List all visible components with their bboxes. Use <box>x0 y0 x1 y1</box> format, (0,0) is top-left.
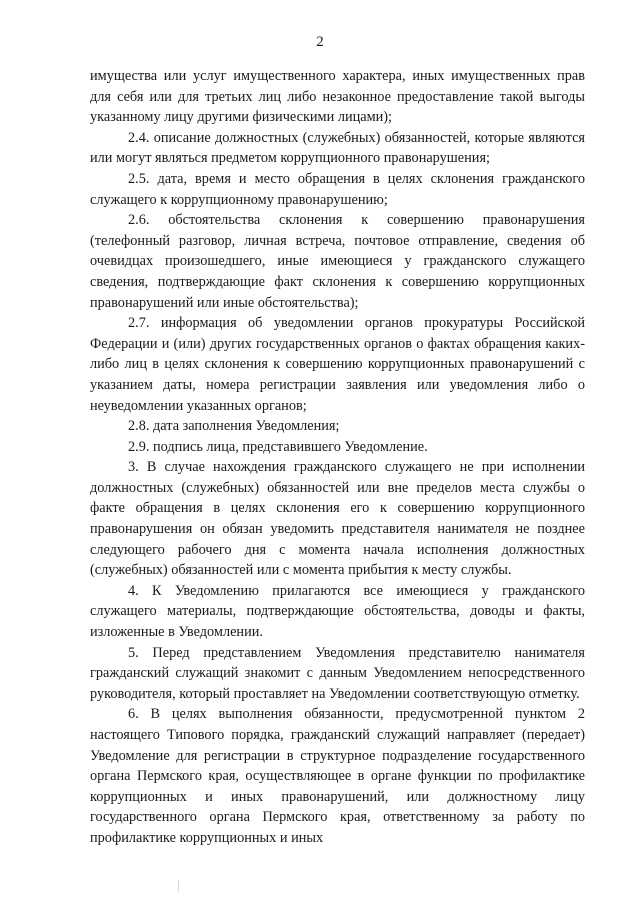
document-body <box>90 66 585 849</box>
paragraph-3: 3. В случае нахождения гражданского служащего не при исполнении должностных (служебных) обязанностей или вне пределов места службы о факте обращения в целях склонения его к совершению коррупционного правонарушения он обязан уведомить представителя нанимателя не позднее следующего рабочего дня с момента начала исполнения должностных (служебных) обязанностей или с момента прибытия к месту службы. <box>90 459 585 579</box>
paragraph-2-4: 2.4. описание должностных (служебных) обязанностей, которые являются или могут являться предметом коррупционного правонарушения; <box>90 129 585 167</box>
paragraph-continuation: имущества или услуг имущественного характера, иных имущественных прав для себя или для третьих лиц либо незаконное предоставление такой выгоды указанному лицу другими физическими лицами); <box>90 68 585 126</box>
scan-artifact-mark <box>178 880 179 892</box>
paragraph-2-8: 2.8. дата заполнения Уведомления; <box>128 418 340 435</box>
page-number: 2 <box>316 34 324 50</box>
paragraph-6: 6. В целях выполнения обязанности, предусмотренной пунктом 2 настоящего Типового порядка, гражданский служащий направляет (передает) Уведомление для регистрации в структурное подразделение государственного органа Пермского края, осуществляющее в органе функции по профилактике коррупционных и иных правонарушений, или должностному лицу государственного органа Пермского края, ответственному за работу по профилактике коррупционных и иных <box>90 706 585 846</box>
paragraph-2-9: 2.9. подпись лица, представившего Уведомление. <box>128 438 428 455</box>
paragraph-2-5: 2.5. дата, время и место обращения в целях склонения гражданского служащего к коррупционному правонарушению; <box>90 170 585 208</box>
paragraph-5: 5. Перед представлением Уведомления представителю нанимателя гражданский служащий знакомит с данным Уведомлением непосредственного руководителя, который проставляет на Уведомлении соответствующую отметку. <box>90 644 585 702</box>
paragraph-2-6: 2.6. обстоятельства склонения к совершению правонарушения (телефонный разговор, личная встреча, почтовое отправление, сведения об очевидцах произошедшего, иные имеющиеся у гражданского служащего сведения, подтверждающие факт склонения к совершению коррупционных правонарушений или иные обстоятельства); <box>90 212 585 311</box>
paragraph-2-7: 2.7. информация об уведомлении органов прокуратуры Российской Федерации и (или) других государственных органов о фактах обращения каких-либо лиц в целях склонения к совершению коррупционных правонарушений с указанием даты, номера регистрации заявления или уведомления либо о неуведомлении указанных органов; <box>90 315 585 414</box>
paragraph-4: 4. К Уведомлению прилагаются все имеющиеся у гражданского служащего материалы, подтверждающие обстоятельства, доводы и факты, изложенные в Уведомлении. <box>90 582 585 641</box>
